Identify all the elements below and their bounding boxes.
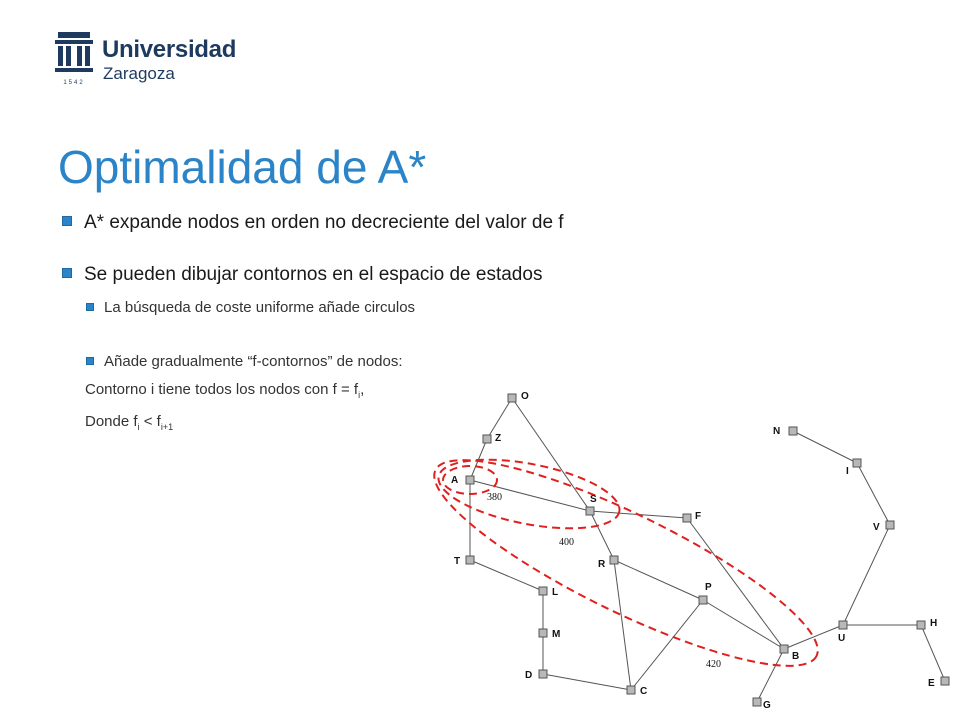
node-label-O: O [521,391,529,402]
bullet-2-text: Se pueden dibujar contornos en el espacio de estados [84,264,543,285]
node-label-H: H [930,618,938,629]
node-P [699,596,707,604]
node-I [853,459,861,467]
contour-def-suffix: , [360,381,365,398]
contour-def-prefix: Contorno i tiene todos los nodos con f = f [85,381,359,398]
order-prefix: Donde f [85,413,138,430]
logo-name: Universidad [102,36,237,63]
contour-label-380: 380 [487,492,502,503]
node-label-U: U [838,633,846,644]
node-N [789,427,797,435]
node-label-P: P [705,582,712,593]
node-D [539,670,547,678]
node-label-A: A [451,475,459,486]
node-label-R: R [598,559,606,570]
node-label-T: T [454,556,461,567]
node-label-G: G [763,700,771,711]
logo-year: 1542 [63,80,85,86]
node-O [508,394,516,402]
node-L [539,587,547,595]
node-label-F: F [695,511,702,522]
node-M [539,629,547,637]
edge-I-N [793,431,857,463]
node-label-B: B [792,651,800,662]
node-B [780,645,788,653]
edge-B-U [784,625,846,649]
node-label-N: N [773,426,781,437]
node-G [753,698,761,706]
node-label-D: D [525,670,533,681]
contour-def-sub: i [358,390,361,400]
contour-label-420: 420 [706,659,721,670]
edge-T-L [470,560,543,591]
edge-U-V [843,525,890,625]
node-U [839,621,847,629]
node-C [627,686,635,694]
contour-label-400: 400 [559,537,574,548]
node-R [610,556,618,564]
edge-S-R [590,511,614,560]
logo-city: Zaragoza [103,64,175,83]
edge-P-B [703,600,784,649]
node-label-Z: Z [495,433,502,444]
node-label-C: C [640,686,648,697]
slide-title: Optimalidad de A* [58,141,427,193]
edge-R-P [614,560,703,600]
order-sub2: i+1 [160,422,174,432]
node-H [917,621,925,629]
edge-B-G [757,649,784,702]
node-A [466,476,474,484]
edge-H-E [921,625,945,681]
node-Z [483,435,491,443]
node-label-M: M [552,629,561,640]
subbullet-2-text: Añade gradualmente “f-contornos” de nodos: [104,353,403,370]
order-mid: < f [139,413,161,430]
node-S [586,507,594,515]
node-label-S: S [590,494,597,505]
graph-nodes [451,391,949,711]
edge-F-B [687,518,784,649]
node-T [466,556,474,564]
edge-D-C [543,674,631,690]
node-label-L: L [552,587,559,598]
node-V [886,521,894,529]
edge-V-I [857,463,890,525]
node-label-I: I [846,466,849,477]
node-label-E: E [928,678,935,689]
bullet-1-text: A* expande nodos en orden no decreciente del valor de f [84,212,564,233]
node-F [683,514,691,522]
node-label-V: V [873,522,880,533]
node-E [941,677,949,685]
edge-R-C [614,560,631,690]
order-sub1: i [137,422,140,432]
subbullet-1-text: La búsqueda de coste uniforme añade circulos [104,299,416,316]
